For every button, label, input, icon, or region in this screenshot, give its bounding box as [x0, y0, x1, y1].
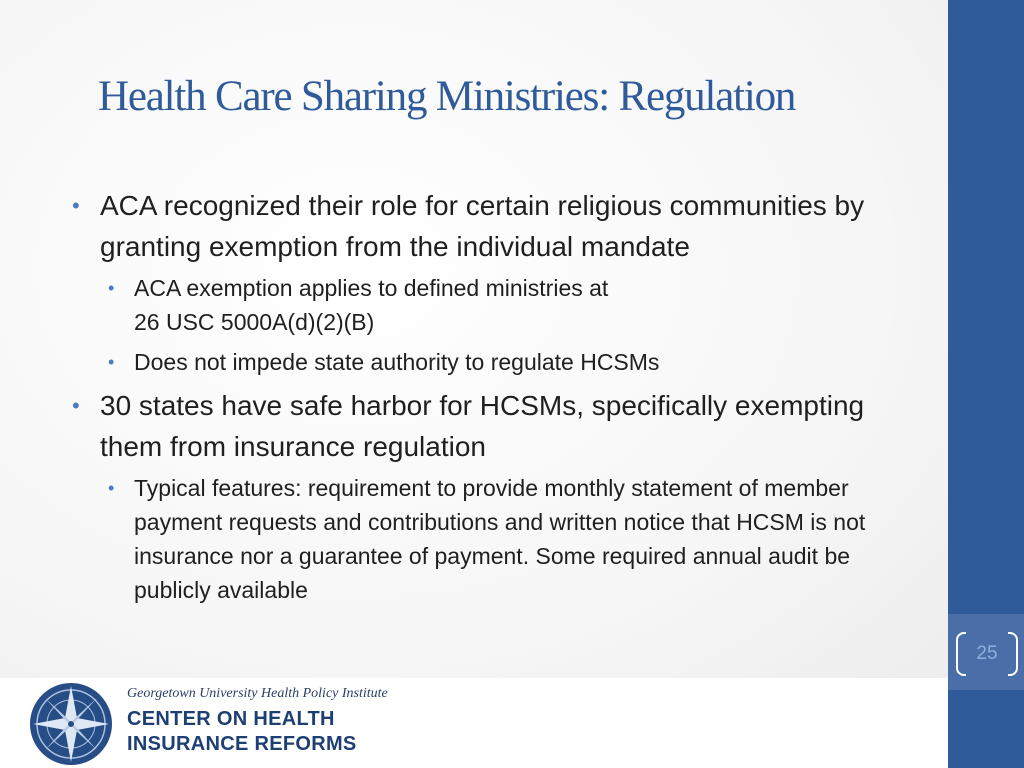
bullet-icon: •	[108, 478, 115, 498]
sub-bullet-text: ACA exemption applies to defined ministries at	[134, 275, 609, 301]
bullet-icon: •	[108, 352, 115, 372]
sub-bullet-text: Does not impede state authority to regulate HCSMs	[134, 349, 660, 375]
slide-title: Health Care Sharing Ministries: Regulation	[98, 73, 796, 120]
sub-bullet-text: 26 USC 5000A(d)(2)(B)	[134, 309, 375, 335]
compass-star-icon	[24, 680, 118, 768]
bullet-icon: •	[72, 193, 80, 218]
bullet-icon: •	[108, 278, 115, 298]
center-name-line2: INSURANCE REFORMS	[127, 733, 357, 755]
slide-content	[72, 185, 892, 613]
institute-name: Georgetown University Health Policy Institute	[127, 686, 388, 701]
sub-bullet-item	[106, 271, 892, 339]
bullet-item	[72, 185, 892, 267]
bullet-item	[72, 385, 892, 467]
bullet-text: 30 states have safe harbor for HCSMs, specifically exempting them from insurance regulation	[100, 390, 865, 462]
center-name-line1: CENTER ON HEALTH	[127, 708, 335, 730]
bullet-text: ACA recognized their role for certain religious communities by granting exemption from the individual mandate	[100, 190, 865, 262]
sub-bullet-text: Typical features: requirement to provide monthly statement of member payment requests and contributions and written notice that HCSM is not insurance nor a guarantee of payment. Some required annual audit be publicly available	[134, 475, 866, 603]
page-number: 25	[976, 643, 998, 664]
sub-bullet-item	[106, 471, 892, 607]
sub-bullet-item	[106, 345, 892, 379]
bullet-icon: •	[72, 393, 80, 418]
